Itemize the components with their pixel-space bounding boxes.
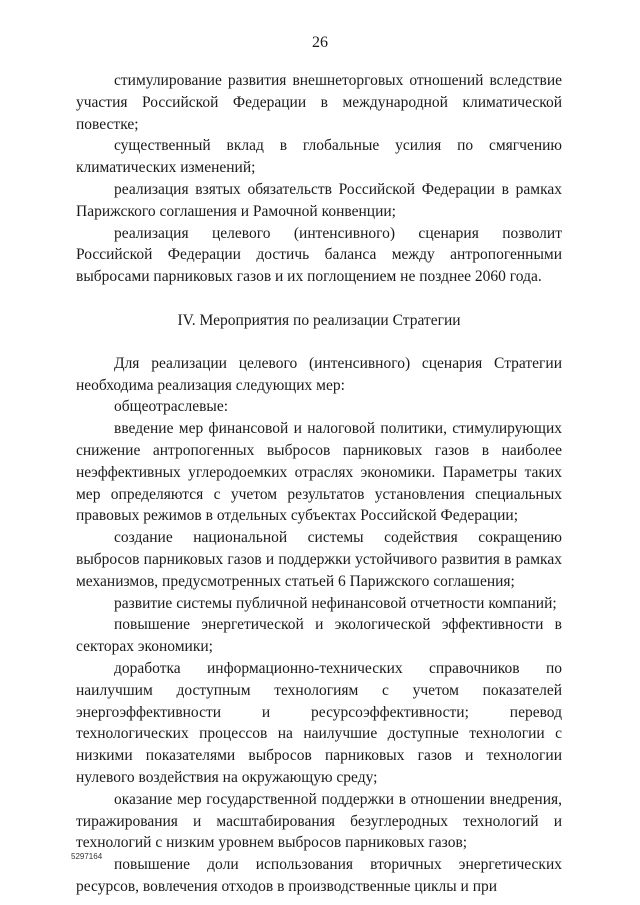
section-heading: IV. Мероприятия по реализации Стратегии bbox=[177, 311, 461, 329]
paragraph: Для реализации целевого (интенсивного) сценария Стратегии необходима реализация следующих мер: bbox=[76, 354, 562, 394]
document-body bbox=[76, 70, 562, 898]
paragraph: общеотраслевые: bbox=[114, 398, 229, 416]
paragraph: существенный вклад в глобальные усилия по смягчению климатических изменений; bbox=[76, 137, 562, 177]
document-id: 5297164 bbox=[71, 852, 103, 861]
paragraph: повышение энергетической и экологической эффективности в секторах экономики; bbox=[76, 616, 562, 656]
paragraph: реализация взятых обязательств Российской Федерации в рамках Парижского соглашения и Рамочной конвенции; bbox=[76, 180, 562, 220]
paragraph: доработка информационно-технических справочников по наилучшим доступным технологиям с учетом показателей энергоэффективности и ресурсоэффективности; перевод технологических процессов на наилучшие доступные технологии с низкими показателями выбросов парниковых газов и технологии нулевого воздействия на окружающую среду; bbox=[76, 659, 562, 786]
paragraph: повышение доли использования вторичных энергетических ресурсов, вовлечения отходов в производственные циклы и при bbox=[76, 856, 562, 895]
paragraph: создание национальной системы содействия сокращению выбросов парниковых газов и поддержки устойчивого развития в рамках механизмов, предусмотренных статьей 6 Парижского соглашения; bbox=[76, 529, 562, 590]
page-number: 26 bbox=[312, 34, 328, 51]
paragraph: развитие системы публичной нефинансовой отчетности компаний; bbox=[114, 594, 557, 612]
paragraph: оказание мер государственной поддержки в отношении внедрения, тиражирования и масштабирования безуглеродных технологий и технологий с низким уровнем выбросов парниковых газов; bbox=[76, 790, 562, 852]
paragraph: стимулирование развития внешнеторговых отношений вследствие участия Российской Федерации в международной климатической повестке; bbox=[76, 72, 562, 133]
paragraph: введение мер финансовой и налоговой политики, стимулирующих снижение антропогенных выбросов парниковых газов в наиболее неэффективных углеродоемких отраслях экономики. Параметры таких мер определяются с учетом результатов установления специальных правовых режимов в отдельных субъектах Российской Федерации; bbox=[76, 420, 562, 525]
paragraph: реализация целевого (интенсивного) сценария позволит Российской Федерации достичь баланса между антропогенными выбросами парниковых газов и их поглощением не позднее 2060 года. bbox=[76, 224, 562, 286]
